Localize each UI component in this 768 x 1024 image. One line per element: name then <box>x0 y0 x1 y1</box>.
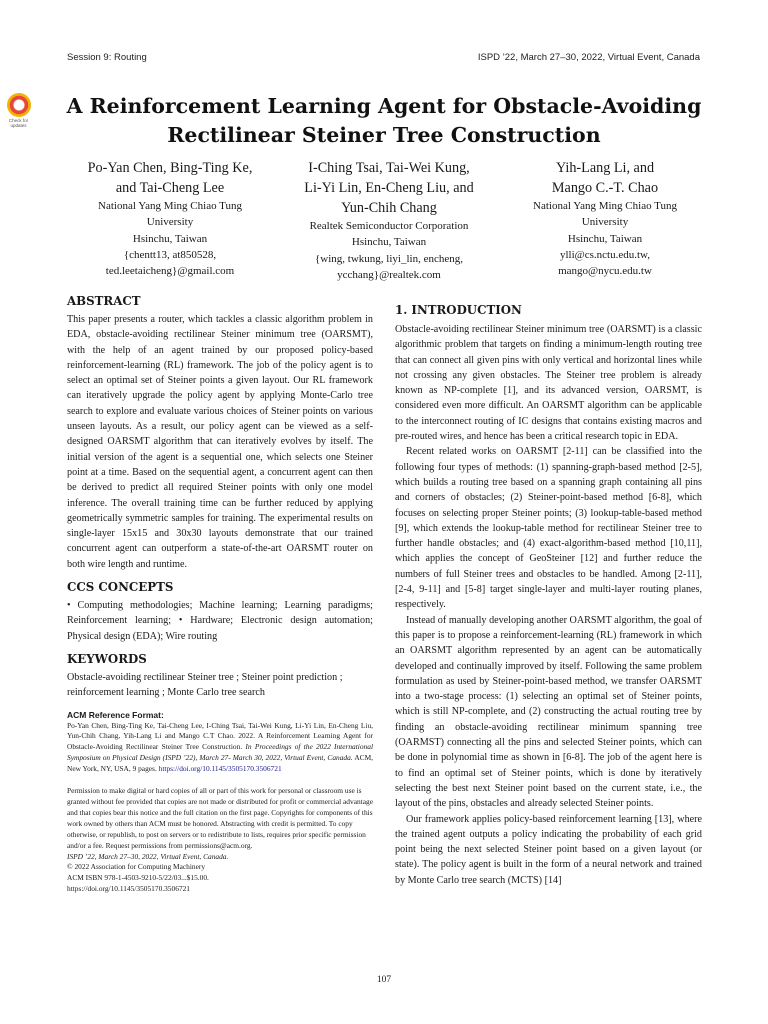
running-header-session: Session 9: Routing <box>67 52 147 63</box>
crossmark-icon <box>7 93 31 117</box>
author-location: Hsinchu, Taiwan <box>132 232 208 245</box>
permission-notice: Permission to make digital or hard copies of all or part of this work for personal or classroom use is granted without fee provided that copies are not made or distributed for profit or commercial advantage and that copies bear this notice and the full citation on the first page. Copyrights for components of this work owned by others than ACM must be honored. Abstracting with credit is permitted. To copy otherwise, or republish, to post on servers or to redistribute to lists, requires prior specific permission and/or a fee. Request permissions from permissions@acm.org. <box>67 786 373 850</box>
ccs-text: • Computing methodologies; Machine learning; Learning paradigms; Reinforcement learning; • Hardware; Electronic design automation; Physical design (EDA); Wire routing <box>67 600 373 642</box>
acm-reference-text: Po-Yan Chen, Bing-Ting Ke, Tai-Cheng Lee, I-Ching Tsai, Tai-Wei Kung, Li-Yi Lin, En-Cheng Liu, Yun-Chih Chang, Yih-Lang Li and Mango C.T Chao. 2022. A Reinforcement Learning Agent for Obstacle-Avoiding Rectilinear Steiner Tree Construction. In Proceedings of the 2022 International Symposium on Physical Design (ISPD ’22), March 27- March 30, 2022, Virtual Event, Canada. ACM, New York, NY, USA, 9 pages. https://doi.org/10.1145/3505170.3506721 <box>67 720 373 774</box>
author-affiliation: Realtek Semiconductor Corporation <box>309 220 469 232</box>
copyright-block: ISPD ’22, March 27–30, 2022, Virtual Event, Canada. © 2022 Association for Computing Machinery ACM ISBN 978-1-4503-9210-5/22/03...$15.00. https://doi.org/10.1145/3505170.3506721 <box>67 851 229 894</box>
author-email: {chentt13, at850528, ted.leetaicheng}@gmail.com <box>105 248 235 278</box>
author-email: {wing, twkung, liyi_lin, encheng, ycchang}@realtek.com <box>315 252 463 281</box>
intro-paragraph-2: Recent related works on OARSMT [2-11] can be classified into the following four types of methods: (1) spanning-graph-based method [2-5], which builds a routing tree based on a spanning graph containing all pins and corners of obstacles; (2) Steiner-point-based method [6-8], which focuses on selecting proper Steiner points; (3) lookup-table-based method [9], which extends the lookup-table method for rectilinear Steiner tree to further handle obstacles; and (4) exact-algorithm-based method [10,11], which applies the concept of GeoSteiner [12] and further reduce the numbers of full Steiner trees and obstacles to be handled. Among [2-11], [2-4, 9-11] and [5-8] target single-layer and multi-layer routing planes, respectively. <box>395 446 702 611</box>
author-block-1 <box>70 158 270 279</box>
check-for-updates-badge[interactable] <box>4 93 33 128</box>
author-block-2 <box>283 158 495 283</box>
intro-paragraph-3: Instead of manually developing another OARSMT algorithm, the goal of this paper is to propose a reinforcement-learning (RL) framework in which an OARSMT algorithm represented by an agent can be automatically developed and continually improved by itself. Following the same problem formulation as used by Steiner-point-based method, we transfer OARSMT into a two-stage process: (1) selecting an optimal set of Steiner points, which is still NP-complete, and (2) constructing the actual routing tree by finding an obstacle-avoiding rectilinear minimum spanning tree (OARMST) connecting all the pins and selected Steiner points, which can be done in polynomial time as shown in [6-8]. The job of the agent here is to find an optimal set of Steiner points, which is done by iteratively selecting the best next Steiner point based on the current state, i.e., the layout of the pins, obstacles and already selected Steiner points. <box>395 614 702 810</box>
author-block-3 <box>505 158 705 279</box>
author-location: Hsinchu, Taiwan <box>567 232 643 245</box>
running-header-conference: ISPD ’22, March 27–30, 2022, Virtual Event, Canada <box>477 52 700 63</box>
keywords-text: Obstacle-avoiding rectilinear Steiner tree ; Steiner point prediction ; reinforcement learning ; Monte Carlo tree search <box>67 671 343 699</box>
author-names: Po-Yan Chen, Bing-Ting Ke, and Tai-Cheng Lee <box>87 160 253 196</box>
doi-link[interactable]: https://doi.org/10.1145/3505170.3506721 <box>67 884 190 894</box>
author-names: Yih-Lang Li, and Mango C.-T. Chao <box>551 160 659 196</box>
author-email: ylli@cs.nctu.edu.tw, mango@nycu.edu.tw <box>558 248 652 278</box>
page-number: 107 <box>376 975 392 985</box>
paper-title <box>60 92 708 150</box>
intro-paragraph-4: Our framework applies policy-based reinforcement learning [13], where the trained agent outputs a policy indicating the probability of each grid point being the next selected Steiner point based on a given layout (or state). The policy agent is built in the form of a neural network and trained by Monte Carlo tree search (MCTS) [14] <box>395 813 702 886</box>
abstract-heading: ABSTRACT <box>67 294 141 308</box>
title-line-2: Rectilinear Steiner Tree Construction <box>167 123 601 147</box>
ccs-heading: CCS CONCEPTS <box>67 580 174 595</box>
author-location: Hsinchu, Taiwan <box>351 236 427 249</box>
author-affiliation: National Yang Ming Chiao Tung University <box>98 200 242 229</box>
badge-label: Check for updates <box>8 118 29 128</box>
right-column <box>395 303 702 888</box>
abstract-text: This paper presents a router, which tackles a classic algorithm problem in EDA, obstacle-avoiding rectilinear Steiner minimum tree (OARSMT), with the help of an agent trained by our proposed policy-based reinforcement-learning (RL) framework. The job of the policy agent is to select an optimal set of Steiner points a given layout. Our RL framework can iteratively upgrade the policy agent by applying Monte-Carlo tree search to explore and evaluate various choices of Steiner points on various unseen layouts. As a result, our policy agent can be viewed as a self-designed OARSMT algorithm that can iteratively evolves by itself. The initial version of the agent is a sequential one, which selects one Steiner point at a time. Based on the sequential agent, a concurrent agent can then be derived to predict all required Steiner points with only one model inference. The overall training time can be further reduced by applying geometrically symmetric samples for training. The experimental results on single-layer 15x15 and 30x30 layouts demonstrate that our trained concurrent agent can outperform a state-of-the-art OARSMT router on both wire length and runtime. <box>67 314 373 570</box>
title-line-1: A Reinforcement Learning Agent for Obstacle-Avoiding <box>66 94 702 118</box>
intro-paragraph-1: Obstacle-avoiding rectilinear Steiner minimum tree (OARSMT) is a classic algorithmic problem that targets on finding a minimum-length routing tree that can connect all given pins with only vertical and horizontal lines while not crossing any given obstacles. The Steiner tree problem is already known as NP-complete [1], and its advanced version, OARSMT, is considered even more difficult. An OARSMT algorithm can be applicable to the interconnect routing of IC designs that contains existing macros and pre-routed wires, and hence has been a critical research topic in EDA. <box>395 324 702 443</box>
introduction-heading: 1. INTRODUCTION <box>395 303 522 317</box>
acm-reference-heading: ACM Reference Format: <box>67 709 164 720</box>
keywords-heading: KEYWORDS <box>67 651 147 666</box>
author-names: I-Ching Tsai, Tai-Wei Kung, Li-Yi Lin, En-Cheng Liu, and Yun-Chih Chang <box>304 160 474 216</box>
author-affiliation: National Yang Ming Chiao Tung University <box>533 200 677 229</box>
doi-link[interactable]: https://doi.org/10.1145/3505170.3506721 <box>158 764 282 774</box>
left-column <box>67 294 373 895</box>
